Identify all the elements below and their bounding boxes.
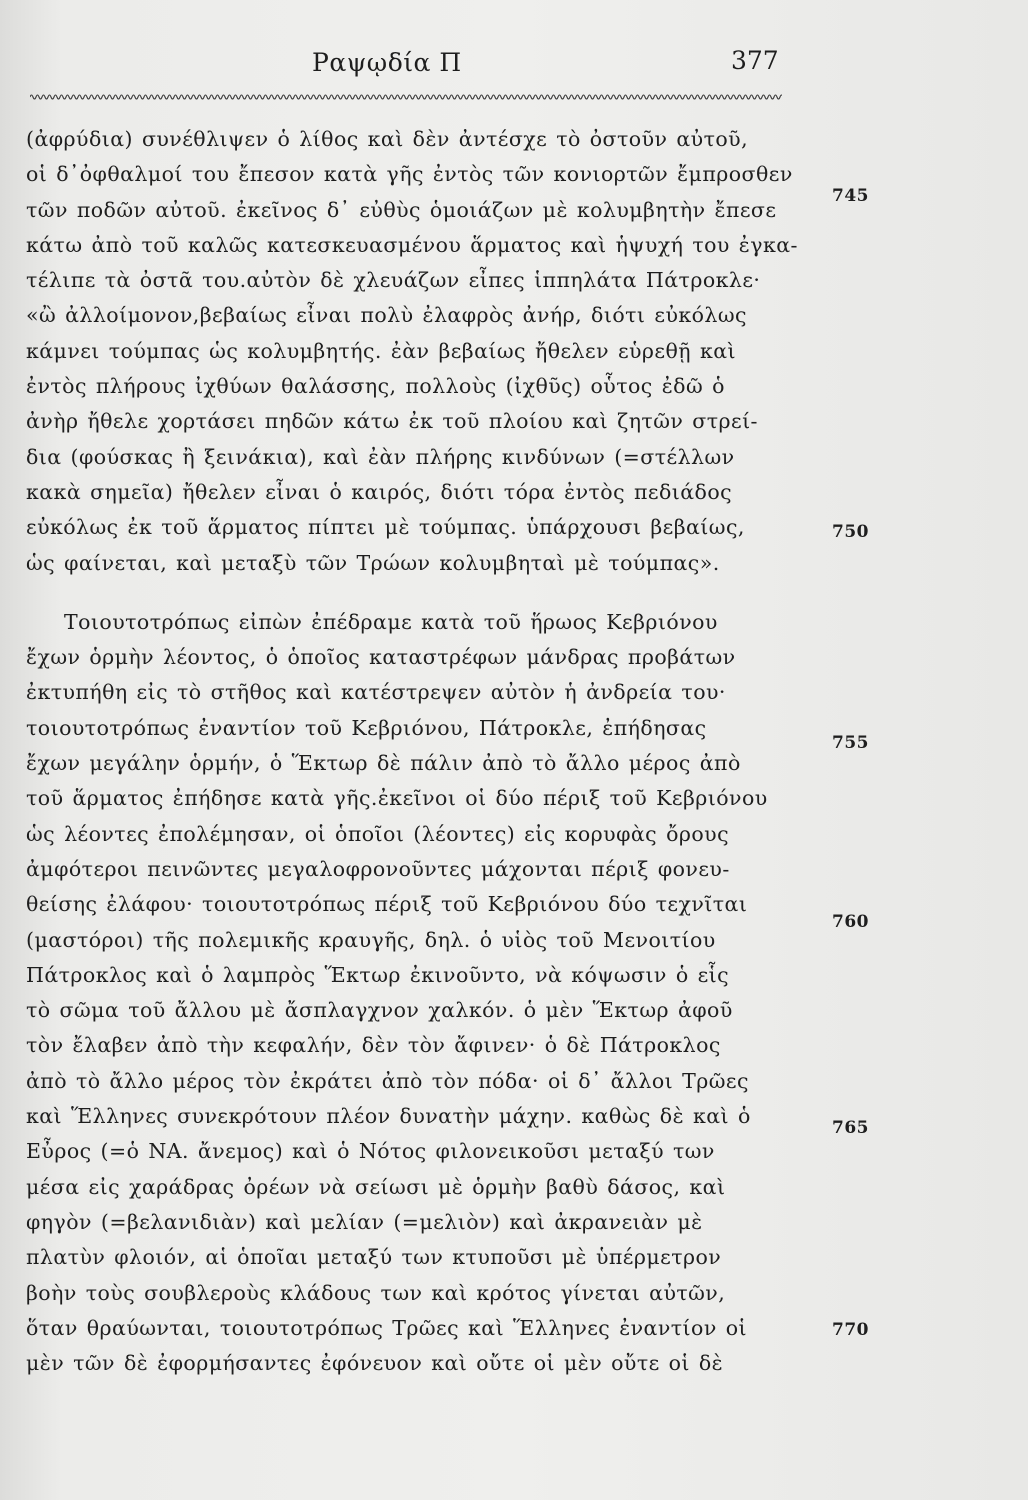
text-line: ἔχων ὁρμὴν λέοντος, ὁ ὁποῖος καταστρέφων μάνδρας προβάτων: [26, 645, 736, 670]
text-line: ἀνὴρ ἤθελε χορτάσει πηδῶν κάτω ἐκ τοῦ πλοίου καὶ ζητῶν στρεί-: [26, 409, 758, 434]
text-line: καὶ Ἕλληνες συνεκρότουν πλέον δυνατὴν μάχην. καθὼς δὲ καὶ ὁ: [26, 1104, 751, 1129]
line-number-765: 765: [832, 1118, 869, 1138]
line-number-745: 745: [832, 186, 869, 206]
text-line: (μαστόροι) τῆς πολεμικῆς κραυγῆς, δηλ. ὁ υἱὸς τοῦ Μενοιτίου: [26, 927, 716, 952]
text-line: τοιουτοτρόπως ἐναντίον τοῦ Κεβριόνου, Πάτροκλε, ἐπήδησας: [26, 715, 707, 740]
text-line: δια (φούσκας ἢ ξεινάκια), καὶ ἐὰν πλήρης κινδύνων (=στέλλων: [26, 444, 735, 469]
text-line: ὡς λέοντες ἐπολέμησαν, οἱ ὁποῖοι (λέοντες) εἰς κορυφὰς ὄρους: [26, 821, 730, 846]
text-line: Εὖρος (=ὁ ΝΑ. ἄνεμος) καὶ ὁ Νότος φιλονεικοῦσι μεταξύ των: [26, 1139, 715, 1164]
text-line: ἐντὸς πλήρους ἰχθύων θαλάσσης, πολλοὺς (ἰχθῦς) οὗτος ἐδῶ ὁ: [26, 374, 725, 399]
text-line: (ἀφρύδια) συνέθλιψεν ὁ λίθος καὶ δὲν ἀντέσχε τὸ ὀστοῦν αὐτοῦ,: [26, 127, 749, 151]
line-number-760: 760: [832, 912, 869, 932]
text-line: θείσης ἐλάφου· τοιουτοτρόπως πέριξ τοῦ Κεβριόνου δύο τεχνῖται: [26, 892, 748, 917]
text-line: κακὰ σημεῖα) ἤθελεν εἶναι ὁ καιρός, διότι τόρα ἐντὸς πεδιάδος: [26, 479, 733, 504]
text-line: κάτω ἀπὸ τοῦ καλῶς κατεσκευασμένου ἅρματος καὶ ἡψυχή του ἐγκα-: [26, 232, 798, 257]
text-line: τέλιπε τὰ ὀστᾶ του.αὐτὸν δὲ χλευάζων εἶπες ἱππηλάτα Πάτροκλε·: [26, 268, 761, 293]
page-number: 377: [731, 46, 779, 75]
text-line: ἀπὸ τὸ ἄλλο μέρος τὸν ἐκράτει ἀπὸ τὸν πόδα· οἱ δ᾽ ἄλλοι Τρῶες: [26, 1068, 749, 1093]
text-line: ὡς φαίνεται, καὶ μεταξὺ τῶν Τρώων κολυμβηταὶ μὲ τούμπας».: [26, 550, 720, 575]
text-line: «ὢ ἀλλοίμονον,βεβαίως εἶναι πολὺ ἐλαφρὸς ἀνήρ, διότι εὐκόλως: [26, 303, 747, 328]
text-line: τοῦ ἅρματος ἐπήδησε κατὰ γῆς.ἐκεῖνοι οἱ δύο πέριξ τοῦ Κεβριόνου: [26, 786, 768, 811]
text-line: ἔχων μεγάλην ὁρμήν, ὁ Ἕκτωρ δὲ πάλιν ἀπὸ τὸ ἄλλο μέρος ἀπὸ: [26, 751, 741, 776]
text-line: τὸν ἔλαβεν ἀπὸ τὴν κεφαλήν, δὲν τὸν ἄφινεν· ὁ δὲ Πάτροκλος: [26, 1033, 721, 1058]
line-number-755: 755: [832, 733, 869, 753]
text-line: τῶν ποδῶν αὐτοῦ. ἐκεῖνος δ᾽ εὐθὺς ὁμοιάζων μὲ κολυμβητὴν ἔπεσε: [26, 197, 777, 222]
paragraph-gap: [26, 581, 826, 605]
text-line: κάμνει τούμπας ὡς κολυμβητής. ἐὰν βεβαίως ἤθελεν εὑρεθῇ καὶ: [26, 338, 737, 363]
paragraph-2: [26, 605, 826, 1382]
page-header: [0, 42, 1028, 82]
text-line: ἀμφότεροι πεινῶντες μεγαλοφρονοῦντες μάχονται πέριξ φονευ-: [26, 856, 730, 881]
text-line: ὅταν θραύωνται, τοιουτοτρόπως Τρῶες καὶ Ἕλληνες ἐναντίον οἱ: [26, 1315, 747, 1340]
text-line: εὐκόλως ἐκ τοῦ ἅρματος πίπτει μὲ τούμπας. ὑπάρχουσι βεβαίως,: [26, 515, 745, 540]
text-line: τὸ σῶμα τοῦ ἄλλου μὲ ἄσπλαγχνον χαλκόν. ὁ μὲν Ἕκτωρ ἀφοῦ: [26, 998, 733, 1023]
paragraph-1: [26, 122, 826, 581]
text-line: Πάτροκλος καὶ ὁ λαμπρὸς Ἕκτωρ ἐκινοῦντο, νὰ κόψωσιν ὁ εἷς: [26, 962, 730, 987]
text-line: οἱ δ᾽ὀφθαλμοί του ἔπεσον κατὰ γῆς ἐντὸς τῶν κονιορτῶν ἔμπροσθεν: [26, 162, 793, 187]
body-text: [26, 122, 826, 1381]
text-line: ἐκτυπήθη εἰς τὸ στῆθος καὶ κατέστρεψεν αὐτὸν ἡ ἀνδρεία του·: [26, 680, 726, 705]
text-line: πλατὺν φλοιόν, αἱ ὁποῖαι μεταξύ των κτυποῦσι μὲ ὑπέρμετρον: [26, 1245, 722, 1270]
text-line: Τοιουτοτρόπως εἰπὼν ἐπέδραμε κατὰ τοῦ ἥρωος Κεβριόνου: [64, 609, 718, 634]
line-number-770: 770: [832, 1320, 869, 1340]
text-line: μέσα εἰς χαράδρας ὀρέων νὰ σείωσι μὲ ὁρμὴν βαθὺ δάσος, καὶ: [26, 1174, 726, 1199]
text-line: βοὴν τοὺς σουβλεροὺς κλάδους των καὶ κρότος γίνεται αὐτῶν,: [26, 1280, 726, 1305]
text-line: μὲν τῶν δὲ ἐφορμήσαντες ἐφόνευον καὶ οὔτε οἱ μὲν οὔτε οἱ δὲ: [26, 1351, 724, 1376]
line-number-750: 750: [832, 522, 869, 542]
wavy-rule: [30, 92, 782, 102]
running-title: Ραψῳδία Π: [312, 48, 462, 77]
text-line: φηγὸν (=βελανιδιὰν) καὶ μελίαν (=μελιὸν) καὶ ἀκρανειὰν μὲ: [26, 1209, 703, 1234]
